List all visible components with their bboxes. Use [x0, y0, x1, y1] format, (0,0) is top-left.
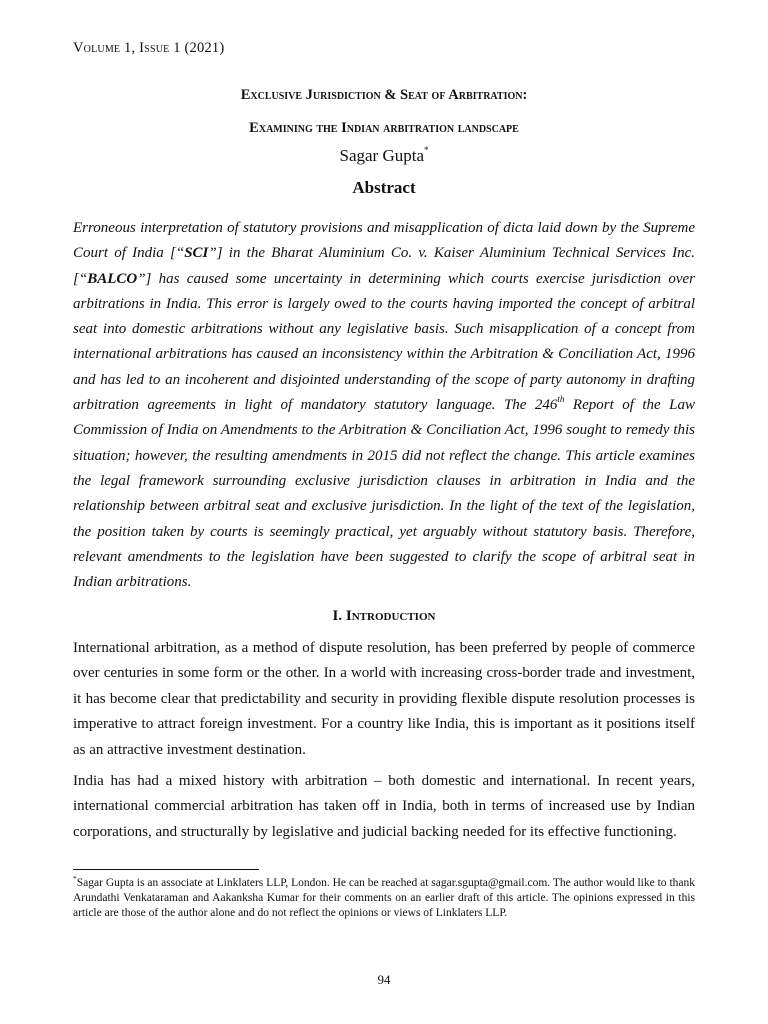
author-footnote-mark: * — [424, 145, 429, 155]
abstract-heading: Abstract — [352, 178, 416, 197]
footnote-mark: * — [73, 874, 77, 883]
author-line — [73, 146, 695, 166]
title-block — [73, 86, 695, 198]
abstract-text-part-2: ”] in the Bharat Aluminium Co. v. Kaiser Aluminium Technical Services Inc. [“ — [73, 245, 695, 287]
body-paragraph-2: India has had a mixed history with arbitration – both domestic and international. In recent years, international commercial arbitration has taken off in India, both in terms of increased use by Indian corporations, and structurally by legislative and judicial backing needed for its effective functioning. — [73, 773, 695, 840]
footnote — [73, 876, 695, 922]
footnote-text: Sagar Gupta is an associate at Linklaters LLP, London. He can be reached at sagar.sgupta@gmail.com. The author would like to thank Arundathi Venkataraman and Aakanksha Kumar for their comments on an earlier draft of this article. The opinions expressed in this article are those of the author alone and do not reflect the opinions or views of Linklaters LLP. — [73, 877, 695, 920]
page-number: 94 — [377, 972, 391, 987]
abstract-text — [73, 216, 695, 595]
running-head: Volume 1, Issue 1 (2021) — [73, 40, 225, 56]
abstract-superscript-th: th — [557, 394, 565, 405]
article-title-line-1: Exclusive Jurisdiction & Seat of Arbitration: — [240, 87, 528, 103]
author-name: Sagar Gupta — [339, 146, 424, 165]
abstract-bold-balco: BALCO — [87, 270, 138, 287]
abstract-text-part-1: Erroneous interpretation of statutory provisions and misapplication of dicta laid down by the Supreme Court of India [“ — [73, 220, 695, 262]
abstract-text-part-3: ”] has caused some uncertainty in determining which courts exercise jurisdiction over arbitrations in India. This error is largely owed to the courts having imported the concept of arbitral seat into domestic arbitrations without any legislative basis. Such misapplication of a concept from international arbitrations has caused an inconsistency within the Arbitration & Conciliation Act, 1996 and has led to an incoherent and disjointed understanding of the scope of party autonomy in drafting arbitration agreements in light of mandatory statutory language. The 246 — [73, 270, 695, 414]
abstract-bold-sci: SCI — [184, 245, 209, 262]
article-title-line-2: Examining the Indian arbitration landscape — [249, 120, 519, 136]
journal-page — [73, 0, 695, 1024]
body-paragraph-1: International arbitration, as a method of dispute resolution, has been preferred by people of commerce over centuries in some form or the other. In a world with increasing cross-border trade and investment, it has become clear that predictability and security in providing flexible dispute resolution processes is imperative to attract foreign investment. For a country like India, this is important as it positions itself as an attractive investment destination. — [73, 640, 695, 758]
footnote-divider — [73, 869, 259, 870]
section-heading-introduction: I. Introduction — [332, 608, 436, 624]
abstract-text-part-4: Report of the Law Commission of India on Amendments to the Arbitration & Conciliation Act, 1996 sought to remedy this situation; however, the resulting amendments in 2015 did not reflect the change. This article examines the legal framework surrounding exclusive jurisdiction clauses in arbitration in India and the relationship between arbitral seat and exclusive jurisdiction. In the light of the text of the legislation, the position taken by courts is seemingly practical, yet arguably without statutory basis. Therefore, relevant amendments to the legislation have been suggested to clarify the scope of arbitral seat in Indian arbitrations. — [73, 397, 695, 591]
